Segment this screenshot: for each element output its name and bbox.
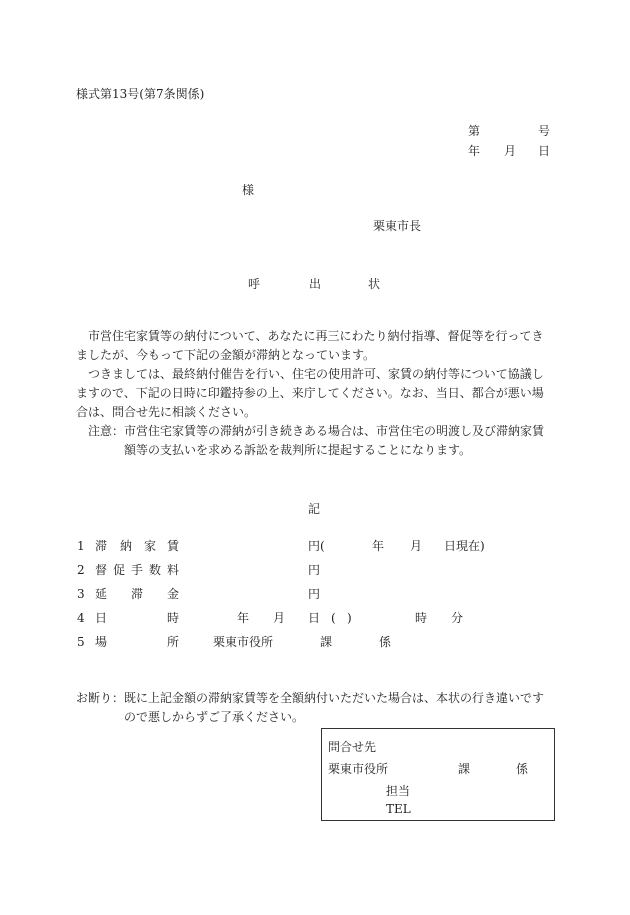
number-dai: 第: [468, 124, 481, 138]
contact-box: [321, 728, 555, 821]
title-char-1: 呼: [248, 277, 261, 291]
item-label-char: 納: [120, 539, 133, 553]
date-year: 年: [468, 144, 481, 158]
note-text: 市営住宅家賃等の滞納が引き続きある場合は、市営住宅の明渡し及び滞納家賃額等の支払いを求める訴訟を裁判所に提起することになります。: [124, 424, 545, 457]
item-label-char: 賃: [167, 539, 180, 553]
note-label: 注意：: [88, 424, 125, 438]
disclaimer-text: 既に上記金額の滞納家賃等を全額納付いただいた場合は、本状の行き違いですので悪しからずご了承ください。: [124, 691, 545, 724]
item-label-char: 促: [113, 563, 126, 577]
disclaimer: [76, 689, 554, 727]
item-number: 2: [77, 563, 85, 577]
item-number: 3: [77, 587, 85, 601]
item-label-char: 数: [149, 563, 162, 577]
item-label-char: 時: [167, 611, 180, 625]
year-unit: 年: [237, 611, 250, 625]
ka-unit: 課: [320, 635, 333, 649]
as-of-date: 日現在): [444, 539, 485, 553]
item-label-char: 所: [167, 635, 180, 649]
item-label-char: 滞: [131, 587, 144, 601]
date-month: 月: [504, 144, 517, 158]
item-label-char: 滞: [95, 539, 108, 553]
month-unit: 月: [273, 611, 286, 625]
item-number: 1: [77, 539, 85, 553]
yen-open: 円(: [308, 539, 325, 553]
issuer-name: 栗東市長: [373, 219, 422, 233]
day-unit: 日: [308, 611, 321, 625]
title-char-3: 状: [368, 277, 381, 291]
hour-unit: 時: [415, 611, 428, 625]
item-number: 5: [77, 635, 85, 649]
item-label-char: 家: [144, 539, 157, 553]
item-number: 4: [77, 611, 85, 625]
kakari-unit: 係: [379, 635, 392, 649]
body-paragraph-1: 市営住宅家賃等の納付について、あなたに再三にわたり納付指導、督促等を行ってきましたが、今もって下記の金額が滞納となっています。: [76, 329, 544, 362]
year-unit: 年: [372, 539, 385, 553]
item-label-char: 料: [167, 563, 180, 577]
warning-note: [88, 422, 554, 460]
body-paragraph-2: つきましては、最終納付催告を行い、住宅の使用許可、家賃の納付等について協議しますので、下記の日時に印鑑持参の上、来庁してください。なお、当日、都合が悪い場合は、問合せ先に相談ください。: [76, 367, 544, 419]
body-text: [76, 327, 554, 422]
contact-kakari: 係: [516, 762, 529, 776]
contact-office: 栗東市役所: [328, 762, 389, 776]
contact-ka: 課: [458, 762, 471, 776]
month-unit: 月: [410, 539, 423, 553]
item-label-char: 延: [95, 587, 108, 601]
weekday-paren-close: ): [347, 611, 352, 625]
item-label-char: 日: [95, 611, 108, 625]
weekday-paren-open: (: [331, 611, 336, 625]
number-go: 号: [538, 124, 551, 138]
item-label-char: 督: [95, 563, 108, 577]
minute-unit: 分: [451, 611, 464, 625]
item-label-char: 手: [131, 563, 144, 577]
contact-tanto: 担当: [386, 784, 411, 798]
yen-unit: 円: [308, 587, 321, 601]
title-char-2: 出: [309, 277, 322, 291]
contact-tel: TEL: [386, 802, 411, 816]
item-label-char: 金: [167, 587, 180, 601]
ki-heading: 記: [308, 502, 321, 516]
addressee-suffix: 様: [242, 183, 255, 197]
date-day: 日: [538, 144, 551, 158]
contact-title: 問合せ先: [328, 740, 377, 754]
yen-unit: 円: [308, 563, 321, 577]
disclaimer-label: お断り：: [76, 691, 125, 705]
form-header: 様式第13号(第7条関係): [76, 87, 205, 101]
item-label-char: 場: [95, 635, 108, 649]
place-name: 栗東市役所: [213, 635, 274, 649]
